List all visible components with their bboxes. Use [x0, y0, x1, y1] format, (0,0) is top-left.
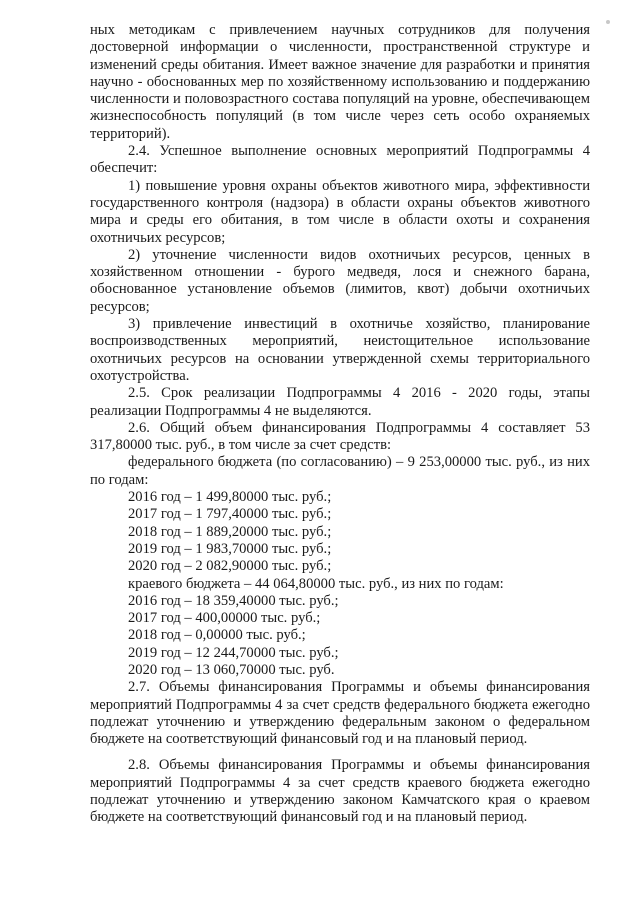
list-item-1: 1) повышение уровня охраны объектов животного мира, эффективности государственного контроля (надзора) в области охраны объектов животного мира и среды его обитания, в том числе в области охоты и сохранения охотничьих ресурсов;: [90, 177, 590, 246]
regional-year-2019: 2019 год – 12 244,70000 тыс. руб.;: [128, 644, 339, 661]
regional-year-2016: 2016 год – 18 359,40000 тыс. руб.;: [128, 592, 339, 609]
paragraph-gap: [90, 748, 590, 757]
paragraph-2-8: 2.8. Объемы финансирования Программы и объемы финансирования мероприятий Подпрограммы 4 за счет средств краевого бюджета ежегодно подлежат уточнению и утверждению законом Камчатского края о краевом бюджете на соответствующий финансовый год и на плановый период.: [90, 757, 590, 826]
federal-year-2019: 2019 год – 1 983,70000 тыс. руб.;: [128, 540, 332, 557]
paragraph-2-6: 2.6. Общий объем финансирования Подпрограммы 4 составляет 53 317,80000 тыс. руб., в том числе за счет средств:: [90, 419, 590, 454]
regional-year-2020: 2020 год – 13 060,70000 тыс. руб.: [128, 661, 335, 678]
federal-year-2020: 2020 год – 2 082,90000 тыс. руб.;: [128, 558, 332, 575]
paragraph-2-7: 2.7. Объемы финансирования Программы и объемы финансирования мероприятий Подпрограммы 4 за счет средств федерального бюджета ежегодно подлежат уточнению и утверждению федеральным законом о федеральном бюджете на соответствующий финансовый год и на плановый период.: [90, 679, 590, 748]
document-page: [90, 22, 590, 827]
paragraph-continuation: ных методикам с привлечением научных сотрудников для получения достоверной информации о численности, пространственной структуре и изменений среды обитания. Имеет важное значение для разработки и принятия научно - обоснованных мер по хозяйственному использованию и поддержанию численности и половозрастного состава популяций на уровне, обеспечивающем жизнеспособность популяций (в том числе через сеть особо охраняемых территорий).: [90, 22, 590, 142]
list-item-2: 2) уточнение численности видов охотничьих ресурсов, ценных в хозяйственном отношении - бурого медведя, лося и снежного барана, обоснованное установление объемов (лимитов, квот) добычи охотничьих ресурсов;: [90, 246, 590, 315]
paragraph-2-5: 2.5. Срок реализации Подпрограммы 4 2016 - 2020 годы, этапы реализации Подпрограммы 4 не выделяются.: [90, 385, 590, 419]
federal-year-2017: 2017 год – 1 797,40000 тыс. руб.;: [128, 506, 332, 523]
scan-speck: [606, 20, 610, 24]
regional-year-2018: 2018 год – 0,00000 тыс. руб.;: [128, 627, 306, 644]
list-item-3: 3) привлечение инвестиций в охотничье хозяйство, планирование воспроизводственных мероприятий, неистощительное использование охотничьих ресурсов на основании утвержденной схемы территориального охотустройства.: [90, 316, 590, 384]
regional-year-2017: 2017 год – 400,00000 тыс. руб.;: [128, 610, 321, 627]
federal-year-2016: 2016 год – 1 499,80000 тыс. руб.;: [128, 489, 332, 506]
federal-year-2018: 2018 год – 1 889,20000 тыс. руб.;: [128, 523, 332, 540]
federal-budget-intro: федерального бюджета (по согласованию) – 9 253,00000 тыс. руб., из них по годам:: [90, 454, 590, 488]
regional-budget-intro: краевого бюджета – 44 064,80000 тыс. руб., из них по годам:: [128, 575, 504, 592]
paragraph-2-4: 2.4. Успешное выполнение основных мероприятий Подпрограммы 4 обеспечит:: [90, 143, 590, 177]
